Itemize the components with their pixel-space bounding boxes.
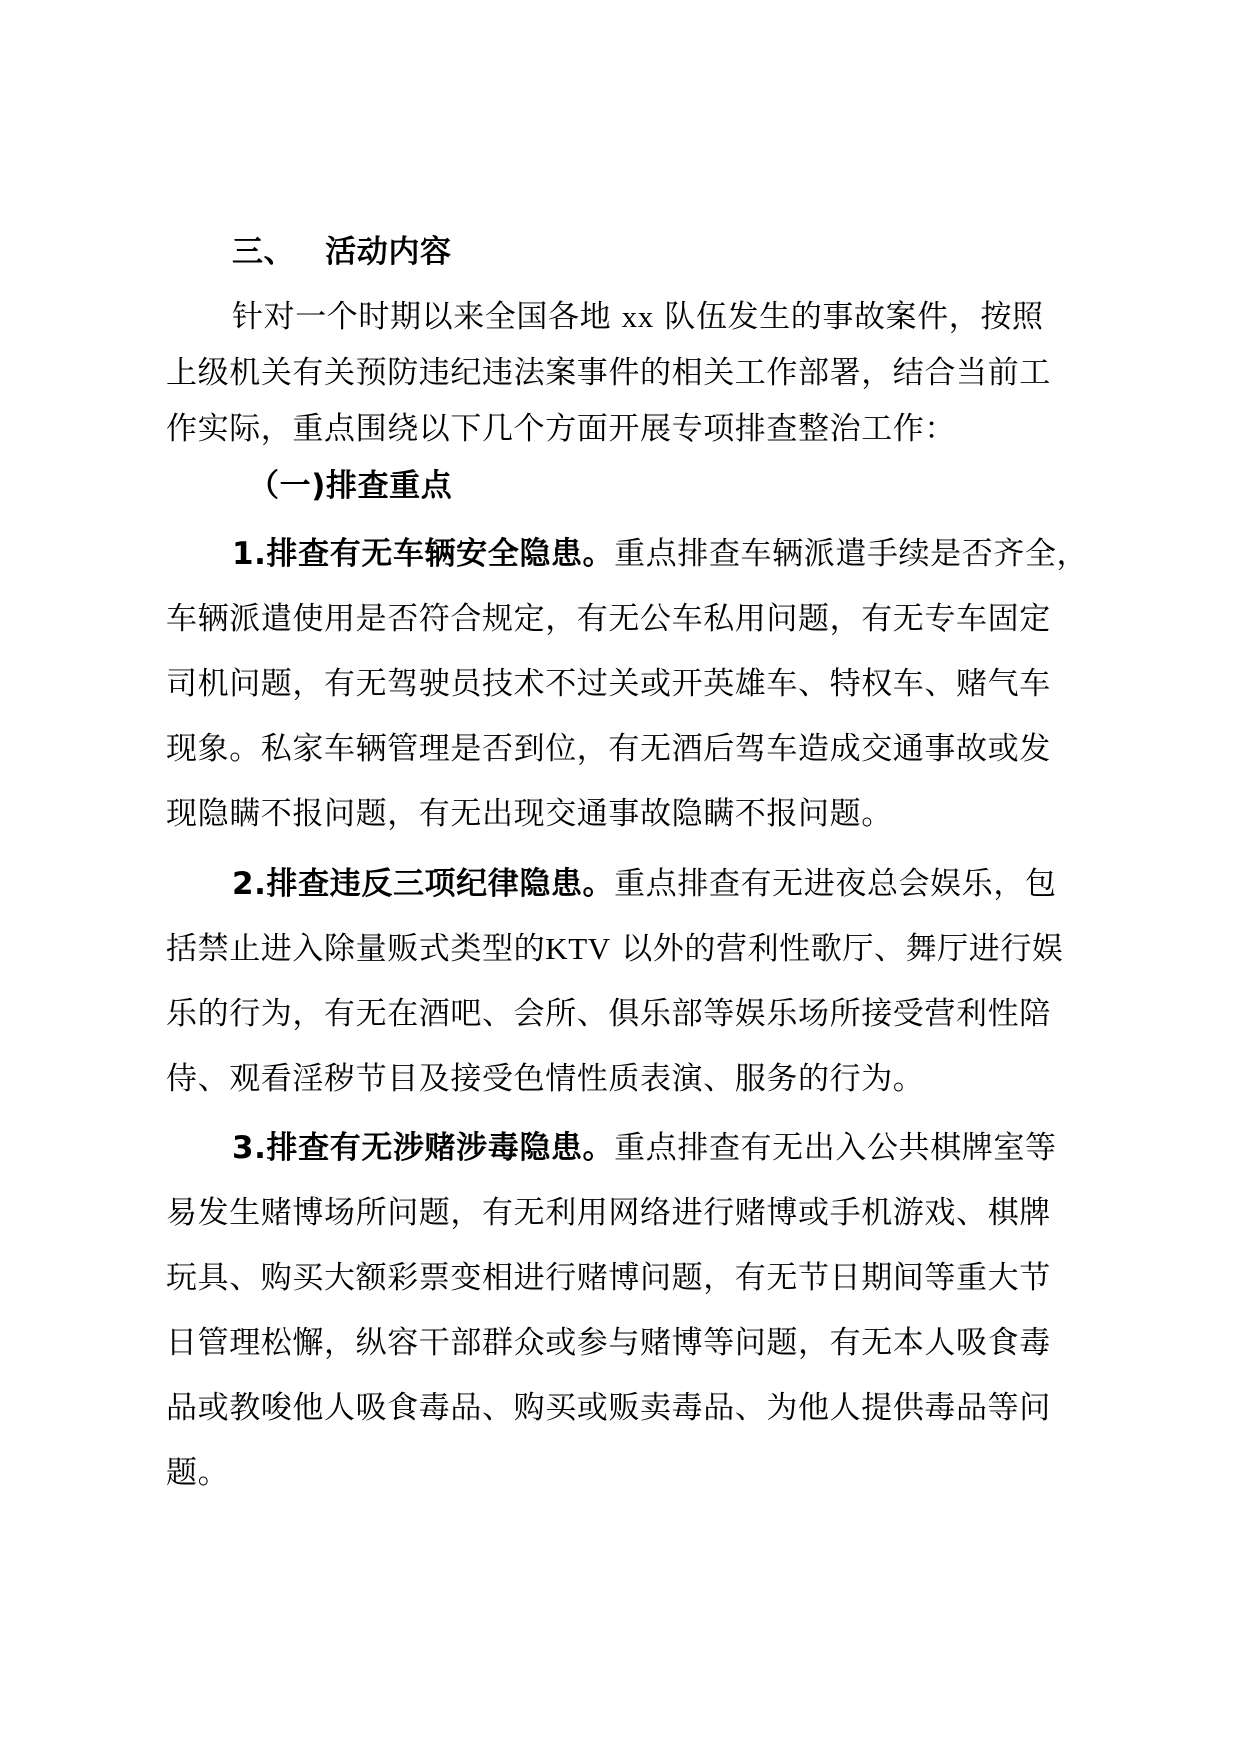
section-heading [232, 232, 452, 272]
item-2-line-3: 乐的行为，有无在酒吧、会所、俱乐部等娱乐场所接受营利性陪 [166, 996, 1051, 1032]
item-3-line-2: 易发生赌博场所问题，有无利用网络进行赌博或手机游戏、棋牌 [166, 1195, 1051, 1231]
item-1-line-4: 现象。私家车辆管理是否到位，有无酒后驾车造成交通事故或发 [166, 731, 1051, 767]
item-2-line-2: 括禁止进入除量贩式类型的KTV 以外的营利性歌厅、舞厅进行娱 [166, 931, 1064, 967]
item-3-line-5: 品或教唆他人吸食毒品、购买或贩卖毒品、为他人提供毒品等问 [166, 1390, 1051, 1426]
item-3-line-1: 3.排查有无涉赌涉毒隐患。重点排查有无出入公共棋牌室等 [232, 1130, 1057, 1166]
item-2-heading: 2.排查违反三项纪律隐患。 [232, 866, 615, 902]
section-number: 三、 [232, 234, 296, 270]
section-title: 活动内容 [325, 234, 452, 270]
item-3-line-3: 玩具、购买大额彩票变相进行赌博问题，有无节日期间等重大节 [166, 1260, 1051, 1296]
item-3-line-4: 日管理松懈，纵容干部群众或参与赌博等问题，有无本人吸食毒 [166, 1325, 1051, 1361]
item-2-line-1: 2.排查违反三项纪律隐患。重点排查有无进夜总会娱乐，包 [232, 866, 1057, 902]
intro-line-2: 上级机关有关预防违纪违法案事件的相关工作部署，结合当前工 [166, 355, 1051, 391]
item-1-heading: 1.排查有无车辆安全隐患。 [232, 536, 615, 572]
intro-line-3: 作实际，重点围绕以下几个方面开展专项排查整治工作： [166, 411, 956, 447]
item-1-line-1: 1.排查有无车辆安全隐患。重点排查车辆派遣手续是否齐全， [232, 536, 1089, 572]
ktv-term: KTV [545, 931, 611, 966]
item-1-line-3: 司机问题，有无驾驶员技术不过关或开英雄车、特权车、赌气车 [166, 666, 1051, 702]
intro-code: xx [621, 299, 654, 334]
item-3-heading: 3.排查有无涉赌涉毒隐患。 [232, 1130, 615, 1166]
item-1-line-2: 车辆派遣使用是否符合规定，有无公车私用问题，有无专车固定 [166, 601, 1051, 637]
item-3-line-6: 题。 [166, 1455, 230, 1491]
item-1-line-5: 现隐瞒不报问题，有无出现交通事故隐瞒不报问题。 [166, 796, 893, 832]
subsection-heading: （一)排查重点 [248, 468, 453, 504]
intro-line-1: 针对一个时期以来全国各地 xx 队伍发生的事故案件，按照 [232, 299, 1044, 335]
item-2-line-4: 侍、观看淫秽节目及接受色情性质表演、服务的行为。 [166, 1061, 925, 1097]
